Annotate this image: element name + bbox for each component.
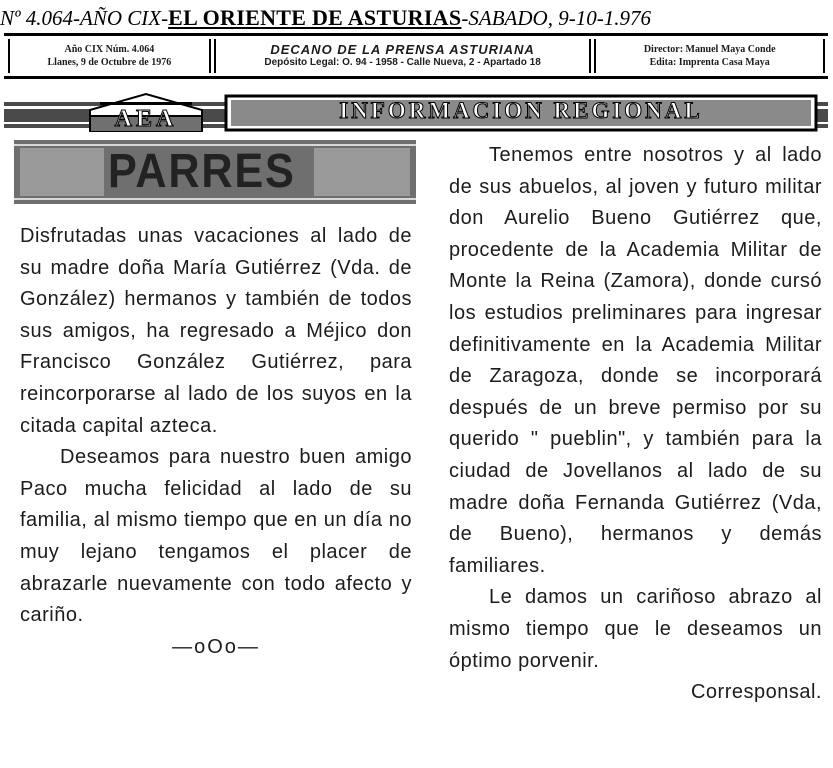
year-number: Año CIX Núm. 4.064: [64, 44, 155, 55]
signature: Corresponsal.: [690, 681, 822, 704]
info-bar: [4, 33, 828, 79]
place-date: Llanes, 9 de Octubre de 1976: [47, 57, 172, 68]
article-right-paragraph-2: Le damos un cariñoso abrazo al mismo tiempo que le deseamos un óptimo porvenir.: [449, 586, 822, 672]
article-right-paragraph-1: Tenemos entre nosotros y al lado de sus abuelos, al joven y futuro militar don Aurelio Bueno Gutiérrez que, procedente de la Academia Militar de Monte la Reina (Zamora), donde cursó los estudios preliminares para ingresar definitivamente en la Academia Militar de Zaragoza, donde se incorporará después de un breve permiso por su querido " pueblin", y también para la ciudad de Jovellanos al lado de su madre doña Fernanda Gutiérrez (Vda, de Bueno), hermanos y demás familiares.: [449, 144, 822, 577]
regional-banner: [4, 92, 828, 132]
separator: —oOo—: [172, 635, 260, 658]
article-column-right: [449, 140, 822, 709]
newspaper-name: EL ORIENTE DE ASTURIAS: [168, 5, 462, 30]
issue-date: -SABADO, 9-10-1.976: [461, 6, 651, 30]
tagline: DECANO DE LA PRENSA ASTURIANA: [270, 42, 535, 57]
article-left-paragraph-1: Disfrutadas unas vacaciones al lado de su madre doña María Gutiérrez (Vda. de González) hermanos y también de todos sus amigos, ha regresado a Méjico don Francisco González Gutiérrez, para reincorporarse al lado de los suyos en la citada capital azteca.: [20, 225, 412, 437]
masthead: [0, 4, 833, 32]
director: Director: Manuel Maya Conde: [643, 44, 776, 55]
issue-number: Nº 4.064-AÑO CIX-: [0, 6, 169, 30]
info-box-credits: [594, 39, 825, 73]
banner-logo-text: AEA: [114, 106, 178, 132]
article-left-paragraph-2: Deseamos para nuestro buen amigo Paco mucha felicidad al lado de su familia, al mismo tiempo que en un día no muy lejano tengamos el placer de abrazarle nuevamente con todo afecto y cariño.: [20, 446, 412, 627]
article-column-left: [20, 221, 412, 663]
legal-deposit: Depósito Legal: O. 94 - 1958 - Calle Nueva, 2 - Apartado 18: [264, 57, 541, 68]
info-box-tagline: [214, 39, 592, 73]
printer: Edita: Imprenta Casa Maya: [649, 57, 770, 68]
section-title: PARRES: [108, 145, 296, 198]
info-box-issue: [8, 39, 211, 73]
banner-title: INFORMACION REGIONAL: [339, 98, 703, 123]
